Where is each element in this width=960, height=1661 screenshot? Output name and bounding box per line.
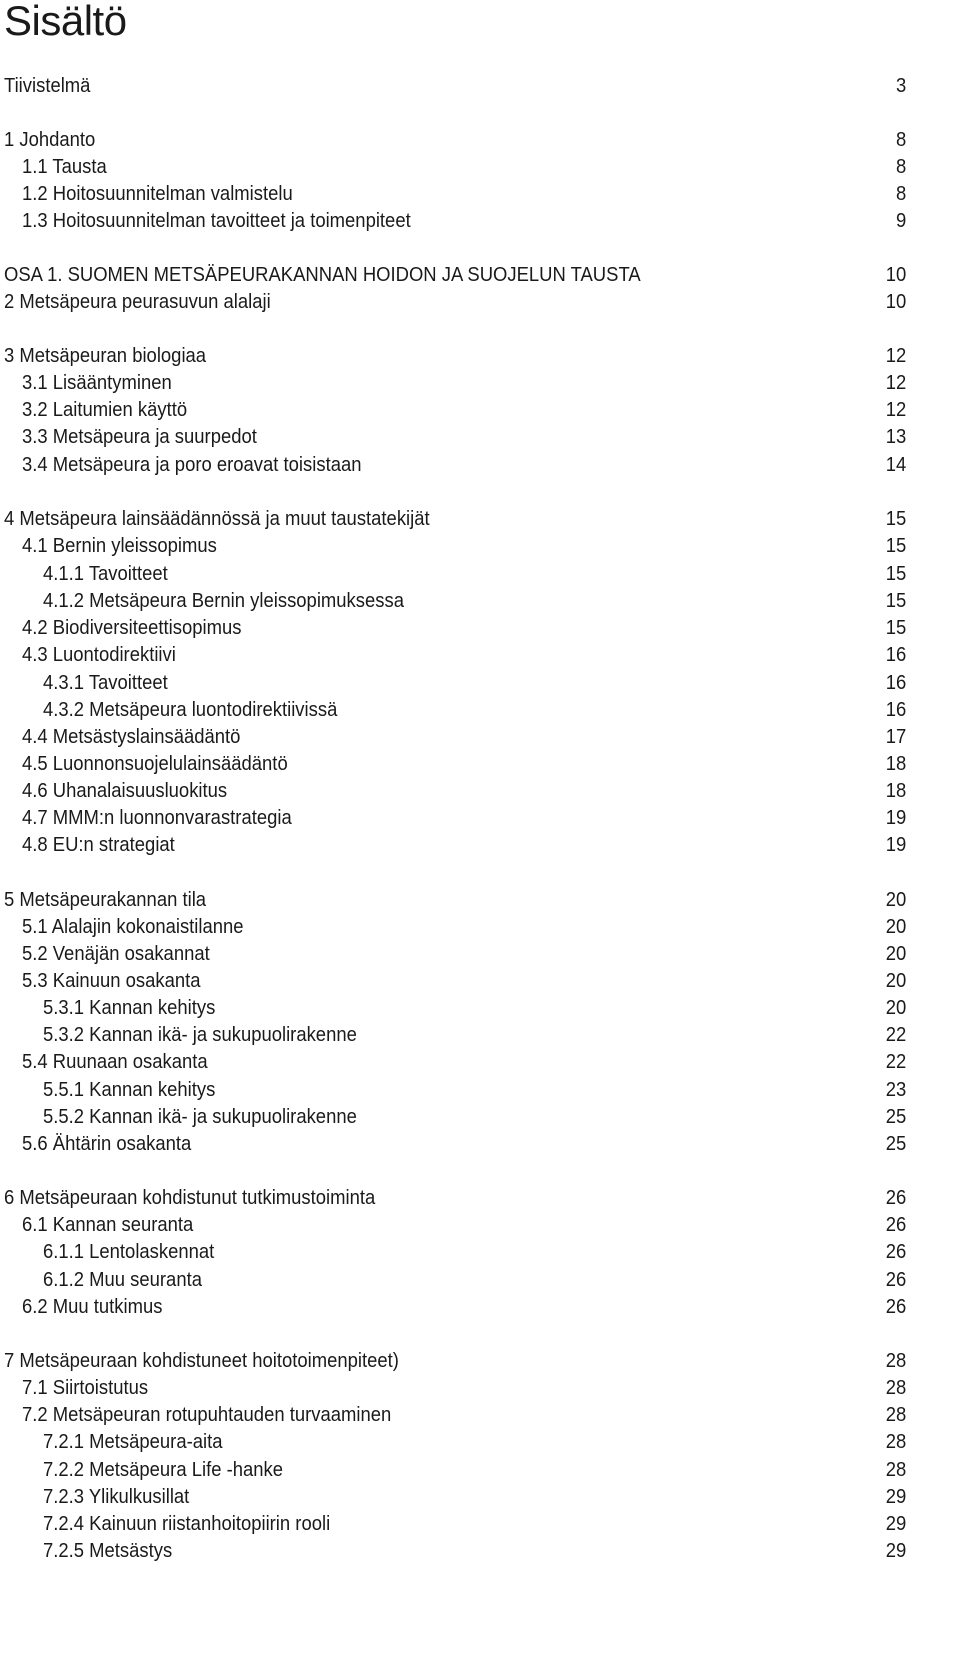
toc-entry-title: 4.3.1 Tavoitteet <box>42 671 168 694</box>
toc-entry <box>0 342 959 370</box>
toc-entry-page: 8 <box>896 155 907 178</box>
toc-entry-title: 4.1 Bernin yleissopimus <box>21 534 217 557</box>
toc-entry <box>0 723 959 751</box>
toc-entry <box>0 994 959 1022</box>
toc-entry <box>0 207 959 235</box>
toc-entry-page: 26 <box>885 1213 907 1236</box>
toc-entry-title: 5.4 Ruunaan osakanta <box>21 1050 208 1073</box>
toc-entry-page: 26 <box>885 1268 907 1291</box>
toc-entry-page: 15 <box>885 562 907 585</box>
toc-entry-page: 12 <box>885 344 907 367</box>
toc-entry <box>0 587 959 615</box>
toc-entry <box>0 1428 959 1456</box>
toc-entry-page: 18 <box>885 779 907 802</box>
toc-entry-title: 5.3.2 Kannan ikä- ja sukupuolirakenne <box>42 1023 357 1046</box>
toc-entry <box>0 1238 959 1266</box>
toc-entry-title: 7.2.2 Metsäpeura Life -hanke <box>42 1458 283 1481</box>
toc-entry-title: 7.1 Siirtoistutus <box>21 1376 149 1399</box>
toc-entry <box>0 153 959 181</box>
toc-entry-page: 22 <box>885 1023 907 1046</box>
toc-entry <box>0 1483 959 1511</box>
toc-entry <box>0 288 959 316</box>
toc-entry-title: 5.5.2 Kannan ikä- ja sukupuolirakenne <box>42 1105 357 1128</box>
toc-entry-page: 20 <box>885 915 907 938</box>
toc-entry-title: 3.1 Lisääntyminen <box>21 371 172 394</box>
toc-entry-page: 23 <box>885 1078 907 1101</box>
toc-entry <box>0 669 959 697</box>
toc-entry-page: 15 <box>885 534 907 557</box>
toc-entry-page: 19 <box>885 833 907 856</box>
toc-entry <box>0 560 959 588</box>
toc-entry-page: 10 <box>885 263 907 286</box>
toc-entry <box>0 1130 959 1158</box>
toc-entry-page: 16 <box>885 643 907 666</box>
toc-entry-page: 19 <box>885 806 907 829</box>
toc-entry-title: 4.3.2 Metsäpeura luontodirektiivissä <box>42 698 338 721</box>
toc-entry-page: 8 <box>896 182 907 205</box>
toc-entry-page: 26 <box>885 1240 907 1263</box>
toc-entry-title: 4.6 Uhanalaisuusluokitus <box>21 779 228 802</box>
toc-entry-title: 6.2 Muu tutkimus <box>21 1295 163 1318</box>
toc-entry-page: 9 <box>896 209 907 232</box>
toc-entry <box>0 1537 959 1565</box>
toc-entry <box>0 1103 959 1131</box>
toc-entry-title: 6.1.2 Muu seuranta <box>42 1268 202 1291</box>
toc-entry-title: 7.2.5 Metsästys <box>42 1539 173 1562</box>
toc-entry-page: 8 <box>896 128 907 151</box>
toc-entry-title: 4.2 Biodiversiteettisopimus <box>21 616 242 639</box>
toc-entry <box>0 1266 959 1294</box>
toc-entry-page: 20 <box>885 996 907 1019</box>
toc-entry-title: 1.2 Hoitosuunnitelman valmistelu <box>21 182 293 205</box>
toc-entry <box>0 641 959 669</box>
toc-entry-page: 28 <box>885 1349 907 1372</box>
toc-entry-page: 18 <box>885 752 907 775</box>
toc-entry <box>0 396 959 424</box>
toc-entry <box>0 777 959 805</box>
toc-entry-title: 3 Metsäpeuran biologiaa <box>3 344 207 367</box>
toc-entry-title: 5.5.1 Kannan kehitys <box>42 1078 216 1101</box>
toc-entry-title: 5.1 Alalajin kokonaistilanne <box>21 915 244 938</box>
toc-entry-page: 28 <box>885 1403 907 1426</box>
toc-entry <box>0 940 959 968</box>
toc-entry <box>0 696 959 724</box>
toc-entry-title: OSA 1. SUOMEN METSÄPEURAKANNAN HOIDON JA SUOJELUN TAUSTA <box>3 263 641 286</box>
toc-entry-page: 15 <box>885 589 907 612</box>
toc-entry-title: 5.6 Ähtärin osakanta <box>21 1132 192 1155</box>
toc-entry-page: 3 <box>896 74 907 97</box>
page-title: Sisältö <box>4 0 127 44</box>
toc-entry-title: 4.4 Metsästyslainsäädäntö <box>21 725 241 748</box>
toc-entry <box>0 1456 959 1484</box>
toc-entry-page: 16 <box>885 671 907 694</box>
toc-entry-page: 13 <box>885 425 907 448</box>
toc-entry-page: 14 <box>885 453 907 476</box>
toc-entry-page: 29 <box>885 1512 907 1535</box>
toc-entry-title: 2 Metsäpeura peurasuvun alalaji <box>3 290 271 313</box>
toc-entry <box>0 967 959 995</box>
toc-entry-page: 22 <box>885 1050 907 1073</box>
toc-entry <box>0 423 959 451</box>
toc-entry <box>0 1510 959 1538</box>
toc-entry <box>0 72 959 100</box>
toc-entry-title: 5.2 Venäjän osakannat <box>21 942 210 965</box>
toc-entry <box>0 1293 959 1321</box>
toc-entry-page: 20 <box>885 942 907 965</box>
toc-entry-page: 15 <box>885 616 907 639</box>
toc-entry-page: 28 <box>885 1458 907 1481</box>
toc-entry-title: 7.2.3 Ylikulkusillat <box>42 1485 190 1508</box>
toc-entry <box>0 1048 959 1076</box>
toc-entry-title: 4.7 MMM:n luonnonvarastrategia <box>21 806 292 829</box>
toc-entry-page: 26 <box>885 1295 907 1318</box>
toc-entry <box>0 1076 959 1104</box>
toc-entry <box>0 1401 959 1429</box>
toc-entry-title: 6.1 Kannan seuranta <box>21 1213 194 1236</box>
toc-entry <box>0 505 959 533</box>
toc-entry-page: 15 <box>885 507 907 530</box>
toc-entry-page: 12 <box>885 398 907 421</box>
toc-entry-title: 4.8 EU:n strategiat <box>21 833 175 856</box>
toc-entry-title: 4.5 Luonnonsuojelulainsäädäntö <box>21 752 288 775</box>
toc-entry-title: 3.4 Metsäpeura ja poro eroavat toisistaan <box>21 453 362 476</box>
toc-entry <box>0 1374 959 1402</box>
toc-entry-title: 7.2 Metsäpeuran rotupuhtauden turvaaminen <box>21 1403 392 1426</box>
toc-entry-page: 12 <box>885 371 907 394</box>
toc-entry-page: 10 <box>885 290 907 313</box>
toc-entry <box>0 1347 959 1375</box>
toc-entry <box>0 369 959 397</box>
toc-entry <box>0 886 959 914</box>
toc-entry-title: 5.3 Kainuun osakanta <box>21 969 201 992</box>
toc-entry-title: 5.3.1 Kannan kehitys <box>42 996 216 1019</box>
toc-entry-title: 4.1.1 Tavoitteet <box>42 562 168 585</box>
toc-entry <box>0 180 959 208</box>
toc-entry-title: 6 Metsäpeuraan kohdistunut tutkimustoiminta <box>3 1186 376 1209</box>
toc-entry <box>0 750 959 778</box>
toc-entry-page: 16 <box>885 698 907 721</box>
toc-entry-title: 7.2.1 Metsäpeura-aita <box>42 1430 223 1453</box>
toc-entry <box>0 126 959 154</box>
toc-entry-page: 20 <box>885 969 907 992</box>
toc-entry <box>0 913 959 941</box>
toc-entry-title: 4.1.2 Metsäpeura Bernin yleissopimuksessa <box>42 589 404 612</box>
toc-entry-title: 7.2.4 Kainuun riistanhoitopiirin rooli <box>42 1512 331 1535</box>
toc-entry-page: 25 <box>885 1105 907 1128</box>
toc-entry-title: 3.3 Metsäpeura ja suurpedot <box>21 425 257 448</box>
toc-entry <box>0 804 959 832</box>
toc-entry <box>0 261 959 289</box>
toc-entry <box>0 451 959 479</box>
toc-entry <box>0 1021 959 1049</box>
toc-entry-title: Tiivistelmä <box>3 74 91 97</box>
toc-entry-page: 26 <box>885 1186 907 1209</box>
toc-entry-page: 29 <box>885 1539 907 1562</box>
toc-entry-title: 4 Metsäpeura lainsäädännössä ja muut taustatekijät <box>3 507 430 530</box>
toc-entry-page: 20 <box>885 888 907 911</box>
toc-entry-title: 6.1.1 Lentolaskennat <box>42 1240 215 1263</box>
toc-entry-title: 1.3 Hoitosuunnitelman tavoitteet ja toimenpiteet <box>21 209 411 232</box>
toc-entry-title: 1 Johdanto <box>3 128 96 151</box>
toc-entry-title: 5 Metsäpeurakannan tila <box>3 888 207 911</box>
toc-entry-title: 1.1 Tausta <box>21 155 107 178</box>
toc-entry-title: 4.3 Luontodirektiivi <box>21 643 176 666</box>
toc-entry-page: 17 <box>885 725 907 748</box>
toc-entry-page: 25 <box>885 1132 907 1155</box>
toc-entry <box>0 1211 959 1239</box>
toc-entry <box>0 614 959 642</box>
toc-entry <box>0 532 959 560</box>
toc-entry <box>0 831 959 859</box>
toc-entry-page: 28 <box>885 1376 907 1399</box>
toc-entry <box>0 1184 959 1212</box>
toc-entry-page: 29 <box>885 1485 907 1508</box>
toc-entry-title: 7 Metsäpeuraan kohdistuneet hoitotoimenpiteet) <box>3 1349 399 1372</box>
toc-entry-title: 3.2 Laitumien käyttö <box>21 398 188 421</box>
toc-entry-page: 28 <box>885 1430 907 1453</box>
